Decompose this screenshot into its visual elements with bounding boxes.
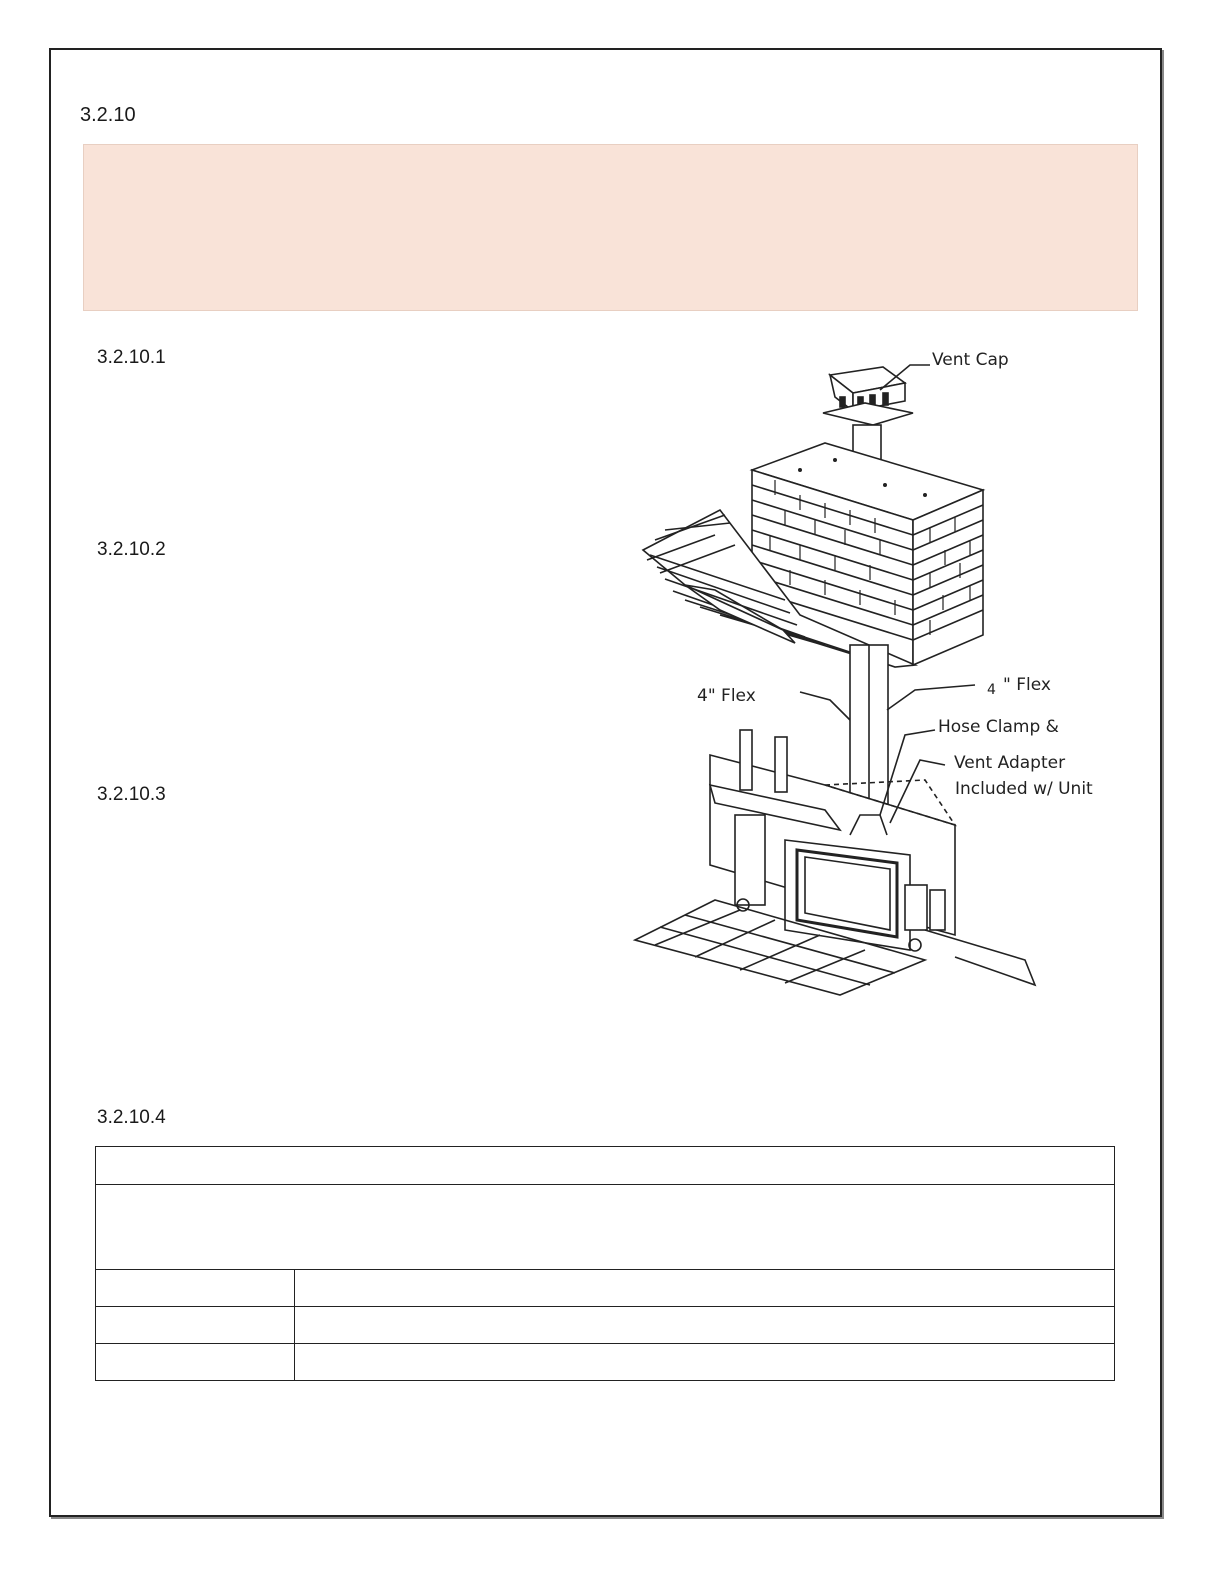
subsection-3-2-10-3: 3.2.10.3 [97,784,166,805]
subsection-3-2-10-4: 3.2.10.4 [97,1107,166,1128]
flex-right-label: " Flex [1003,675,1051,695]
note-box [83,144,1138,311]
vent-adapter-label: Vent Adapter [954,753,1066,773]
hose-clamp-label: Hose Clamp & [938,717,1059,737]
section-heading: 3.2.10 [80,104,136,126]
flex-right-number: 4 [987,682,996,698]
table-header-row [96,1147,1115,1185]
table-header-cell [96,1147,1115,1185]
table-cell [96,1270,295,1307]
vent-cap-label: Vent Cap [932,350,1009,370]
table-description-row [96,1185,1115,1270]
table-cell [96,1344,295,1381]
table-cell [96,1307,295,1344]
included-with-unit-label: Included w/ Unit [955,779,1093,799]
table-description-cell [96,1185,1115,1270]
vent-installation-figure [625,345,1125,1010]
flex-left-label: 4" Flex [697,686,756,706]
subsection-3-2-10-1: 3.2.10.1 [97,347,166,368]
table-row [96,1344,1115,1381]
table-cell [295,1344,1115,1381]
vent-cap-icon [823,367,913,425]
table-cell [295,1270,1115,1307]
table-row [96,1270,1115,1307]
spec-table [95,1146,1115,1381]
table-cell [295,1307,1115,1344]
table-row [96,1307,1115,1344]
subsection-3-2-10-2: 3.2.10.2 [97,539,166,560]
